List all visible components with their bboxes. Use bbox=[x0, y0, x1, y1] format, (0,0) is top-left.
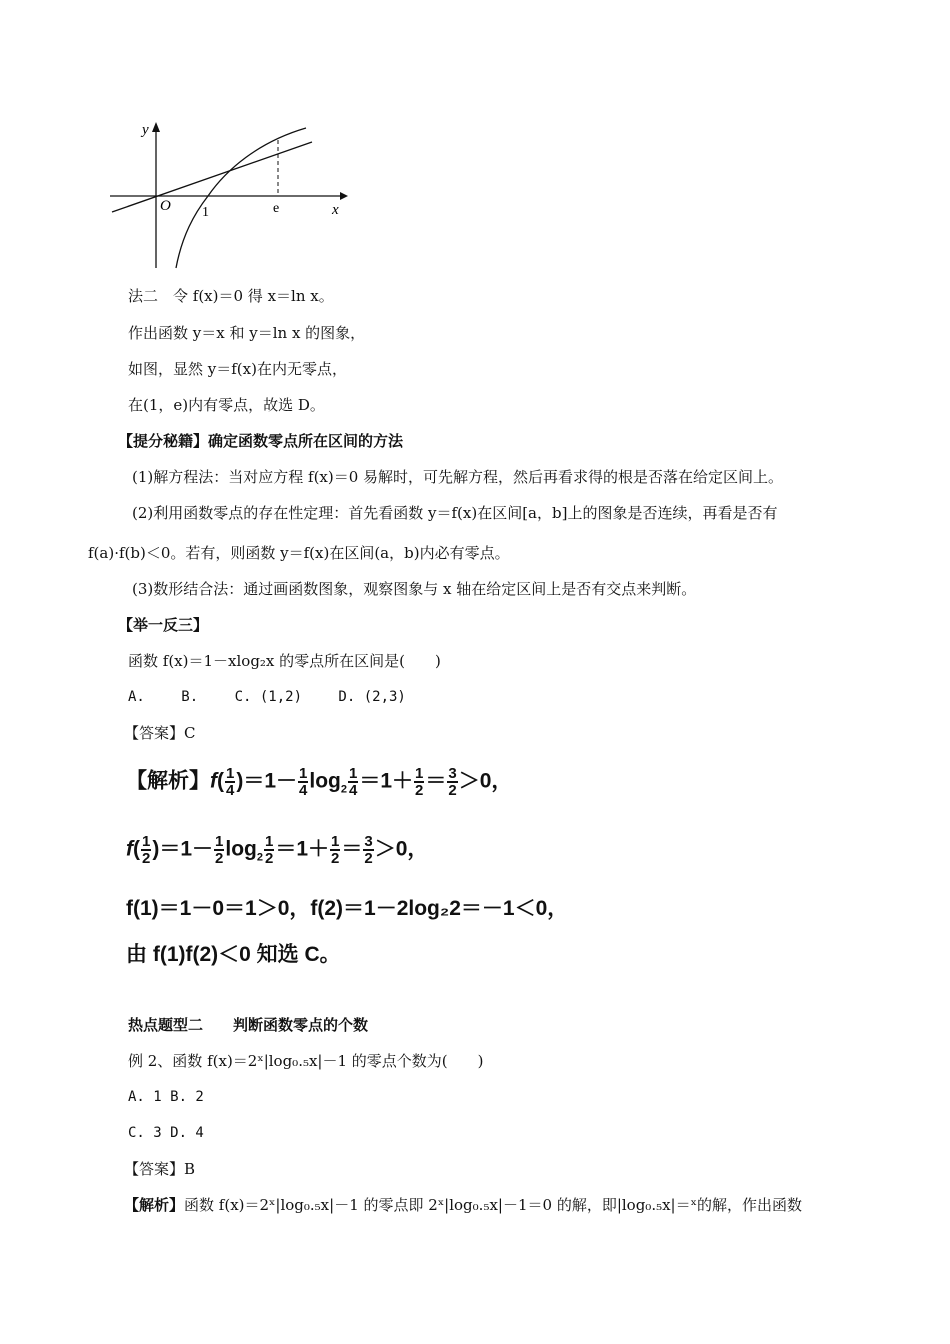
frac-num: 1 bbox=[142, 833, 151, 850]
frac-den: 4 bbox=[299, 782, 308, 799]
frac-den: 2 bbox=[364, 850, 373, 867]
solution-image bbox=[126, 762, 576, 980]
log-base: 2 bbox=[256, 851, 263, 864]
frac bbox=[141, 834, 151, 866]
hot2-analysis bbox=[124, 1195, 802, 1215]
solution-text: ＝ bbox=[341, 837, 363, 861]
hot2-analysis-text: 函数 f(x)＝2ˣ|log₀.₅x|－1 的零点即 2ˣ|log₀.₅x|－1＝0 的解，即|log₀.₅x|＝ˣ的解，作出函数 bbox=[184, 1196, 802, 1214]
frac-den: 2 bbox=[415, 782, 424, 799]
log-base: 2 bbox=[340, 783, 347, 796]
tips-p3: (3)数形结合法：通过画函数图象，观察图象与 x 轴在给定区间上是否有交点来判断。 bbox=[132, 580, 697, 598]
hot2-answer: 【答案】B bbox=[124, 1160, 196, 1178]
solution-row4: 由 f(1)f(2)＜0 知选 C。 bbox=[126, 943, 341, 966]
solution-text: ＝1－ bbox=[159, 837, 214, 861]
hot2-heading: 热点题型二 判断函数零点的个数 bbox=[128, 1016, 369, 1034]
solution-row3: f(1)＝1－0＝1＞0，f(2)＝1－2log₂2＝－1＜0， bbox=[126, 897, 569, 920]
hot2-analysis-label: 【解析】 bbox=[124, 1196, 185, 1214]
origin-label: O bbox=[160, 198, 171, 214]
frac-num: 1 bbox=[349, 765, 358, 782]
solution-text: ＝1－ bbox=[243, 769, 298, 793]
frac-den: 2 bbox=[142, 850, 151, 867]
log-text: log bbox=[225, 837, 257, 861]
practice-heading: 【举一反三】 bbox=[118, 616, 209, 634]
method2-line3: 如图，显然 y＝f(x)在内无零点， bbox=[128, 360, 347, 378]
hot2-options-ab: A. 1 B. 2 bbox=[128, 1089, 204, 1105]
frac bbox=[447, 766, 457, 798]
x-axis-arrow bbox=[340, 192, 348, 200]
method2-line4: 在(1，e)内有零点，故选 D。 bbox=[128, 396, 325, 414]
tips-p2a: (2)利用函数零点的存在性定理：首先看函数 y＝f(x)在区间[a，b]上的图象是否连续，再看是否有 bbox=[132, 504, 778, 522]
frac-num: 1 bbox=[226, 765, 235, 782]
solution-text: ＞0， bbox=[458, 769, 513, 793]
practice-options: A. B. C. (1,2) D. (2,3) bbox=[128, 689, 406, 705]
method2-line2: 作出函数 y＝x 和 y＝ln x 的图象， bbox=[128, 324, 366, 342]
solution-text: ＝1＋ bbox=[275, 837, 330, 861]
hot2-options-cd: C. 3 D. 4 bbox=[128, 1125, 204, 1141]
frac-den: 4 bbox=[349, 782, 358, 799]
frac bbox=[298, 766, 308, 798]
log-text: log bbox=[309, 769, 341, 793]
frac-num: 3 bbox=[364, 833, 373, 850]
frac-num: 1 bbox=[265, 833, 274, 850]
solution-text: ＞0， bbox=[374, 837, 429, 861]
practice-question: 函数 f(x)＝1－xlog₂x 的零点所在区间是( ) bbox=[128, 652, 441, 670]
frac-num: 1 bbox=[415, 765, 424, 782]
y-label: y bbox=[142, 122, 149, 138]
tips-p2b: f(a)·f(b)＜0。若有，则函数 y＝f(x)在区间(a，b)内必有零点。 bbox=[88, 544, 510, 562]
solution-text: ＝1＋ bbox=[359, 769, 414, 793]
f-symbol: f bbox=[210, 769, 217, 793]
frac bbox=[414, 766, 424, 798]
frac-den: 2 bbox=[331, 850, 340, 867]
frac-den: 2 bbox=[448, 782, 457, 799]
hot2-question: 例 2、函数 f(x)＝2ˣ|log₀.₅x|－1 的零点个数为( ) bbox=[128, 1052, 484, 1070]
ln-curve bbox=[176, 128, 306, 268]
solution-row1: 【解析】f( $\frac{1}{4}$ )＝1－ $\frac{1}{4}$ $\log_2$ $\frac{1}{4}$ ＝1＋ $\frac{1}{2}$ ＝ $\frac{3}{2}$ ＞0， bbox=[126, 765, 513, 799]
f-symbol: f bbox=[126, 837, 133, 861]
frac-num: 1 bbox=[215, 833, 224, 850]
frac-num: 1 bbox=[299, 765, 308, 782]
e-label: e bbox=[273, 201, 280, 216]
frac bbox=[363, 834, 373, 866]
line-y-equals-x bbox=[112, 142, 312, 212]
one-label: 1 bbox=[202, 205, 209, 220]
frac bbox=[264, 834, 274, 866]
frac-den: 2 bbox=[215, 850, 224, 867]
tips-heading: 【提分秘籍】确定函数零点所在区间的方法 bbox=[118, 432, 404, 450]
frac-den: 4 bbox=[226, 782, 235, 799]
practice-answer: 【答案】C bbox=[124, 724, 196, 742]
frac-den: 2 bbox=[265, 850, 274, 867]
solution-label: 【解析】 bbox=[126, 769, 210, 793]
frac bbox=[225, 766, 235, 798]
frac bbox=[330, 834, 340, 866]
function-graph bbox=[108, 118, 348, 270]
solution-row2: f( $\frac{1}{2}$ )＝1－ $\frac{1}{2}$ $\log_2$ $\frac{1}{2}$ ＝1＋ $\frac{1}{2}$ ＝ $\frac{3}{2}$ ＞0， bbox=[126, 833, 429, 867]
frac bbox=[348, 766, 358, 798]
x-label: x bbox=[332, 202, 339, 218]
tips-p1: (1)解方程法：当对应方程 f(x)＝0 易解时，可先解方程，然后再看求得的根是否落在给定区间上。 bbox=[132, 468, 784, 486]
solution-text: ＝ bbox=[425, 769, 447, 793]
method2-line1: 法二 令 f(x)＝0 得 x＝ln x。 bbox=[128, 287, 334, 305]
frac bbox=[214, 834, 224, 866]
y-axis-arrow bbox=[152, 122, 160, 132]
frac-num: 1 bbox=[331, 833, 340, 850]
frac-num: 3 bbox=[448, 765, 457, 782]
